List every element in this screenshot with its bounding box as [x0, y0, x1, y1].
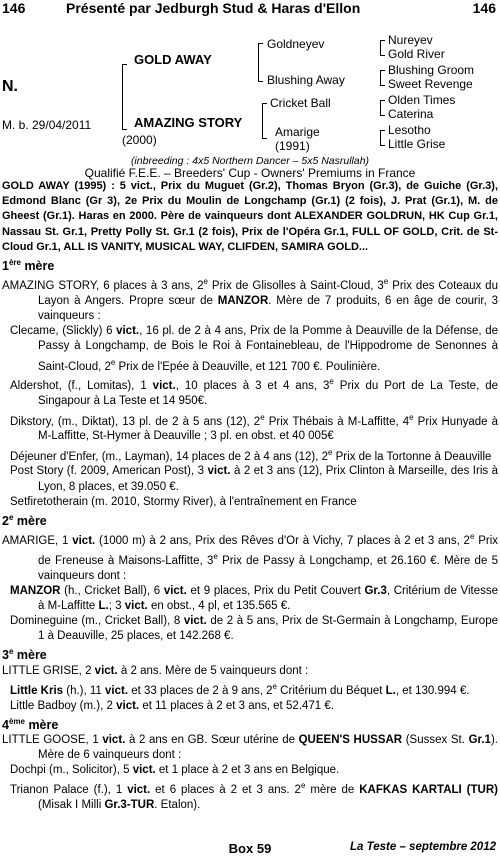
list-item: Post Story (f. 2009, American Post), 3 vict. à 2 et 3 ans (12), Prix Clinton à Marseille, des Iris à Lyon, 8 places, et 39.050 €. — [10, 465, 498, 493]
third-dam-record: LITTLE GRISE, 2 vict. à 2 ans. Mère de 5 vainqueurs dont : — [2, 664, 309, 677]
dam-year: (2000) — [122, 133, 157, 147]
dam-bracket — [262, 103, 267, 139]
grandsire-4: Amarige — [275, 125, 320, 139]
ggsire-8: Little Grise — [388, 137, 446, 151]
list-item: Clecame, (Slickly) 6 vict., 16 pl. de 2 à 4 ans, Prix de la Pomme à Deauville de la Défense, de Passy à Longchamp, de Bois le Roi à Fontainebleau, de l'Hippodrome de Senonnes à Saint-Cloud, 2e Prix de l'Epée à Deauville, et 121 700 €. Poulinière. — [10, 325, 498, 373]
granddam-record: AMARIGE, 1 vict. (1000 m) à 2 ans, Prix des Rêves d'Or à Vichy, 7 places à 2 et 3 ans, 2e Prix de Freneuse à Maisons-Laffitte, 3e Prix de Passy à Longchamp, et 26.160 €. Mère de 5 vainqueurs dont : — [2, 531, 498, 582]
list-item: Dikstory, (m., Diktat), 13 pl. de 2 à 5 ans (12), 2e Prix Thébais à M-Laffitte, 4e Prix Hunyade à M-Laffitte, St-Hymer à Deauville ; 3 pl. en obst. et 40 005€ — [10, 412, 498, 443]
section-2e-mere: 2e mère — [2, 512, 47, 528]
dam-name: AMAZING STORY — [134, 115, 243, 130]
list-item: Aldershot, (f., Lomitas), 1 vict., 10 places à 3 et 4 ans, 3e Prix du Port de La Teste, de Singapour à La Teste et 14 950€. — [10, 377, 498, 408]
list-item: Domineguine (m., Cricket Ball), 8 vict. de 2 à 5 ans, Prix de St-Germain à Longchamp, Europe 1 à Deauville, 25 places, et 142.268 €. — [10, 615, 498, 643]
list-item: Dochpi (m., Solicitor), 5 vict. et 1 place à 2 et 3 ans en Belgique. — [10, 764, 340, 777]
dam-record: AMAZING STORY, 6 places à 3 ans, 2e Prix de Glisolles à Saint-Cloud, 3e Prix des Coteaux du Layon à Angers. Propre sœur de MANZOR. Mère de 7 produits, 6 en âge de courir, 3 vainqueurs : — [2, 277, 498, 323]
ggsire-7: Lesotho — [388, 123, 431, 137]
birth-info: M. b. 29/04/2011 — [2, 118, 92, 132]
ggsire-1: Nureyev — [388, 33, 433, 47]
grandsire-2: Blushing Away — [267, 73, 345, 87]
sale-info: La Teste – septembre 2012 — [350, 841, 496, 853]
list-item: MANZOR (h., Cricket Ball), 6 vict. et 9 places, Prix du Petit Couvert Gr.3, Critérium de Vitesse à M-Laffitte L.; 3 vict. en obst., 4 pl, et 135.565 €. — [10, 584, 499, 612]
box-number: Box 59 — [228, 841, 272, 856]
inbreeding-note: (inbreeding : 4x5 Northern Dancer – 5x5 Nasrullah) — [130, 155, 370, 167]
list-item: Déjeuner d'Enfer, (m., Layman), 14 places de 2 à 4 ans (12), 2e Prix de la Tortonne à Deauville — [10, 447, 492, 463]
grandsire-3: Cricket Ball — [270, 96, 331, 110]
page-number-right: 146 — [472, 0, 496, 16]
lot-name: N. — [2, 78, 18, 95]
grandsire-1: Goldneyev — [267, 37, 325, 51]
page-title: Présenté par Jedburgh Stud & Haras d'Ellon — [66, 0, 361, 16]
sire-name: GOLD AWAY — [134, 52, 212, 67]
section-3e-mere: 3e mère — [2, 647, 47, 663]
list-item: Little Kris (h.), 11 vict. et 33 places de 2 à 9 ans, 2e Critérium du Béquet L., et 130.994 €. — [10, 681, 470, 697]
page-number-left: 146 — [2, 0, 26, 16]
section-1ere-mere: 1ère mère — [2, 258, 55, 274]
sire-bracket — [258, 43, 263, 82]
sire-record: GOLD AWAY (1995) : 5 vict., Prix du Muguet (Gr.2), Thomas Bryon (Gr.3), de Guiche (Gr.3), Edmond Blanc (Gr 3), 2e Prix du Moulin de Longchamp (Gr.1) (2 fois), J. Prat (Gr.1), M. de Gheest (Gr.1). Haras en 2000. Père de vainqueurs dont ALEXANDER GOLDRUN, HK Cup Gr.1, Nassau St. Gr.1, Pretty Polly St. Gr.1 (2 fois), Prix de l'Opéra Gr.1, FULL OF GOLD, Crit. de St-Cloud Gr.1, ALL IS VANITY, MUSICAL WAY, CLIFDEN, SAMIRA GOLD... — [2, 180, 498, 253]
ggsire-3: Blushing Groom — [388, 63, 475, 77]
ggsire-5: Olden Times — [388, 93, 456, 107]
sire-dam-bracket — [122, 64, 127, 130]
catalogue-body — [2, 179, 498, 813]
section-4eme-mere: 4ème mère — [2, 716, 59, 732]
list-item: Setfiretotherain (m. 2010, Stormy River), à l'entraînement en France — [10, 495, 357, 508]
ggsire-6: Caterina — [388, 107, 434, 121]
ggsire-2: Gold River — [388, 47, 445, 61]
list-item: Little Badboy (m.), 2 vict. et 11 places à 2 et 3 ans, et 52.471 €. — [10, 699, 334, 712]
qualification-note: Qualifié F.E.E. – Breeders' Cup - Owners' Premiums in France — [84, 166, 416, 180]
fourth-dam-record: LITTLE GOOSE, 1 vict. à 2 ans en GB. Sœur utérine de QUEEN'S HUSSAR (Sussex St. Gr.1). Mère de 6 vainqueurs dont : — [2, 733, 498, 761]
grandsire-4-year: (1991) — [275, 139, 310, 153]
ggsire-4: Sweet Revenge — [388, 77, 473, 91]
list-item: Trianon Palace (f.), 1 vict. et 6 places à 2 et 3 ans. 2e mère de KAFKAS KARTALI (TUR) (Misak I Milli Gr.3-TUR. Etalon). — [10, 781, 498, 812]
